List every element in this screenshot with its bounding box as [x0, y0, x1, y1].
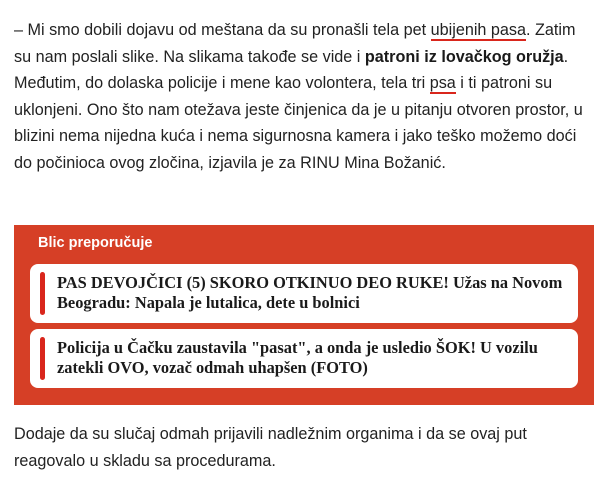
- article-paragraph: [14, 17, 594, 176]
- paragraph-text: . Zatim su nam poslali slike. Na slikama takođe se vide i: [14, 21, 576, 66]
- link-psa[interactable]: psa: [429, 74, 456, 92]
- accent-bar: [40, 337, 45, 380]
- bold-text: patroni iz lovačkog oružja: [364, 47, 564, 66]
- article-paragraph: Dodaje da su slučaj odmah prijavili nadležnim organima i da se ovaj put reagovalo u skladu sa procedurama.: [14, 425, 527, 470]
- recommendation-headline[interactable]: Policija u Čačku zaustavila "pasat", a onda je usledio ŠOK! U vozilu zatekli OVO, vozač odmah uhapšen (FOTO): [57, 338, 538, 377]
- link-ubijenih-pasa[interactable]: ubijenih pasa: [430, 21, 527, 39]
- recommendation-card[interactable]: [30, 329, 578, 388]
- paragraph-text: – Mi smo dobili dojavu od meštana da su pronašli tela pet: [14, 21, 431, 39]
- recommendation-card[interactable]: [30, 264, 578, 323]
- recommendation-headline[interactable]: PAS DEVOJČICI (5) SKORO OTKINUO DEO RUKE! Užas na Novom Beogradu: Napala je lutalica, dete u bolnici: [57, 273, 563, 312]
- recommendations-title: Blic preporučuje: [38, 235, 153, 251]
- paragraph-text: i ti patroni su uklonjeni. Ono što nam otežava jeste činjenica da je u pitanju otvoren prostor, u blizini nema nijedna kuća i nema sigurnosna kamera i jako teško možemo doći do počinioca ovog zločina, izjavila je za RINU Mina Božanić.: [14, 74, 583, 172]
- paragraph-text: . Međutim, do dolaska policije i mene kao volontera, tela tri: [14, 47, 569, 92]
- recommendations-box: [14, 225, 594, 405]
- accent-bar: [40, 272, 45, 315]
